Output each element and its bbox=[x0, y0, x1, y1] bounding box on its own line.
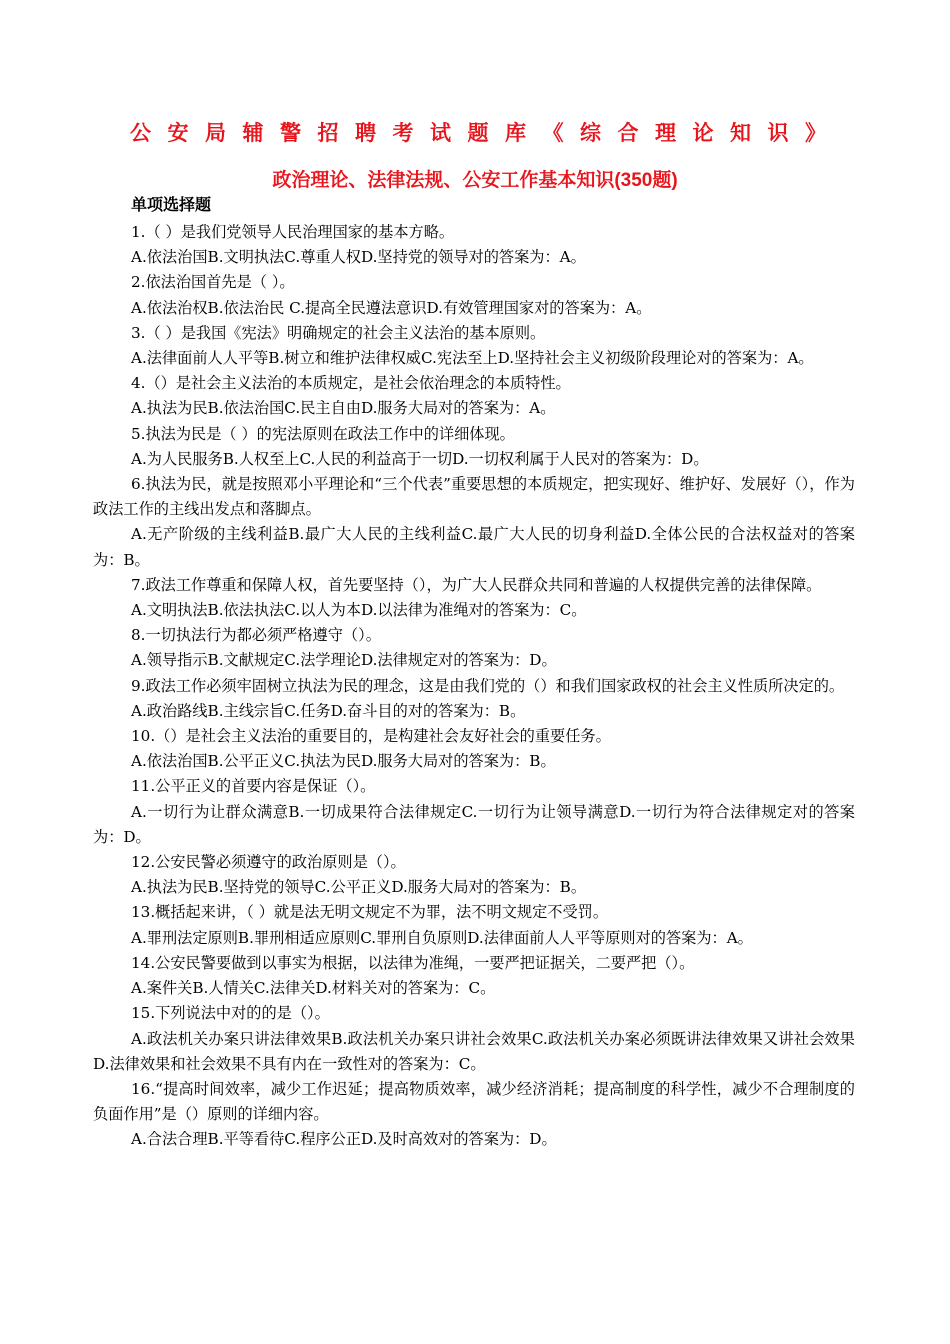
answer-line: A.文明执法B.依法执法C.以人为本D.以法律为准绳对的答案为：C。 bbox=[131, 601, 587, 620]
question-line: 10.（）是社会主义法治的重要目的，是构建社会友好社会的重要任务。 bbox=[131, 727, 611, 746]
question-line: 4.（）是社会主义法治的本质规定，是社会依治理念的本质特性。 bbox=[131, 374, 571, 393]
question-line: 11.公平正义的首要内容是保证（）。 bbox=[131, 777, 376, 796]
answer-line: A.依法治国B.公平正义C.执法为民D.服务大局对的答案为：B。 bbox=[131, 752, 556, 771]
answer-line: A.政治路线B.主线宗旨C.任务D.奋斗目的对的答案为：B。 bbox=[131, 701, 526, 720]
answer-line: A.政法机关办案只讲法律效果B.政法机关办案只讲社会效果C.政法机关办案必须既讲法律效果又讲社会效果D.法律效果和社会效果不具有内在一致性对的答案为：C。 bbox=[93, 1029, 855, 1073]
question-line: 6.执法为民，就是按照邓小平理论和“三个代表”重要思想的本质规定，把实现好、维护好、发展好（），作为政法工作的主线出发点和落脚点。 bbox=[93, 475, 855, 519]
answer-line: A.依法治权B.依法治民 C.提高全民遵法意识D.有效管理国家对的答案为：A。 bbox=[131, 298, 652, 317]
question-line: 13.概括起来讲，（ ）就是法无明文规定不为罪，法不明文规定不受罚。 bbox=[131, 903, 609, 922]
question-line: 7.政法工作尊重和保障人权，首先要坚持（），为广大人民群众共同和普遍的人权提供完善的法律保障。 bbox=[131, 575, 822, 594]
answer-line: A.一切行为让群众满意B.一切成果符合法律规定C.一切行为让领导满意D.一切行为符合法律规定对的答案为：D。 bbox=[93, 802, 855, 846]
answer-line: A.领导指示B.文献规定C.法学理论D.法律规定对的答案为：D。 bbox=[131, 651, 557, 670]
section-heading: 单项选择题 bbox=[131, 197, 212, 214]
document-title: 公安局辅警招聘考试题库《综合理论知识》 bbox=[130, 122, 843, 145]
question-line: 3.（ ）是我国《宪法》明确规定的社会主义法治的基本原则。 bbox=[131, 323, 546, 342]
question-line: 1.（ ）是我们党领导人民治理国家的基本方略。 bbox=[131, 223, 455, 241]
question-line: 15.下列说法中对的的是（）。 bbox=[131, 1004, 330, 1023]
question-line: 8.一切执法行为都必须严格遵守（）。 bbox=[131, 626, 381, 645]
answer-line: A.执法为民B.坚持党的领导C.公平正义D.服务大局对的答案为：B。 bbox=[131, 878, 587, 897]
answer-line: A.执法为民B.依法治国C.民主自由D.服务大局对的答案为：A。 bbox=[131, 399, 556, 418]
question-line: 16.“提高时间效率，减少工作迟延；提高物质效率，减少经济消耗；提高制度的科学性，减少不合理制度的负面作用”是（）原则的详细内容。 bbox=[93, 1079, 855, 1124]
answer-line: A.罪刑法定原则B.罪刑相适应原则C.罪刑自负原则D.法律面前人人平等原则对的答案为：A。 bbox=[131, 928, 753, 947]
question-line: 2.依法治国首先是（ ）。 bbox=[131, 273, 295, 292]
answer-line: A.法律面前人人平等B.树立和维护法律权威C.宪法至上D.坚持社会主义初级阶段理论对的答案为：A。 bbox=[131, 349, 814, 368]
question-line: 14.公安民警要做到以事实为根据，以法律为准绳，一要严把证据关，二要严把（）。 bbox=[131, 953, 695, 972]
question-list bbox=[93, 220, 855, 1153]
answer-line: A.依法治国B.文明执法C.尊重人权D.坚持党的领导对的答案为：A。 bbox=[131, 248, 586, 267]
question-line: 12.公安民警必须遵守的政治原则是（）。 bbox=[131, 853, 406, 872]
answer-line: A.案件关B.人情关C.法律关D.材料关对的答案为：C。 bbox=[131, 979, 496, 998]
question-line: 9.政法工作必须牢固树立执法为民的理念，这是由我们党的（）和我们国家政权的社会主义性质所决定的。 bbox=[131, 676, 845, 695]
document-subtitle: 政治理论、法律法规、公安工作基本知识(350题) bbox=[272, 170, 678, 191]
answer-line: A.无产阶级的主线利益B.最广大人民的主线利益C.最广大人民的切身利益D.全体公民的合法权益对的答案为：B。 bbox=[93, 525, 855, 569]
answer-line: A.为人民服务B.人权至上C.人民的利益高于一切D.一切权利属于人民对的答案为：D。 bbox=[131, 449, 709, 468]
question-line: 5.执法为民是（ ）的宪法原则在政法工作中的详细体现。 bbox=[131, 424, 515, 443]
answer-line: A.合法合理B.平等看待C.程序公正D.及时高效对的答案为：D。 bbox=[131, 1130, 557, 1149]
